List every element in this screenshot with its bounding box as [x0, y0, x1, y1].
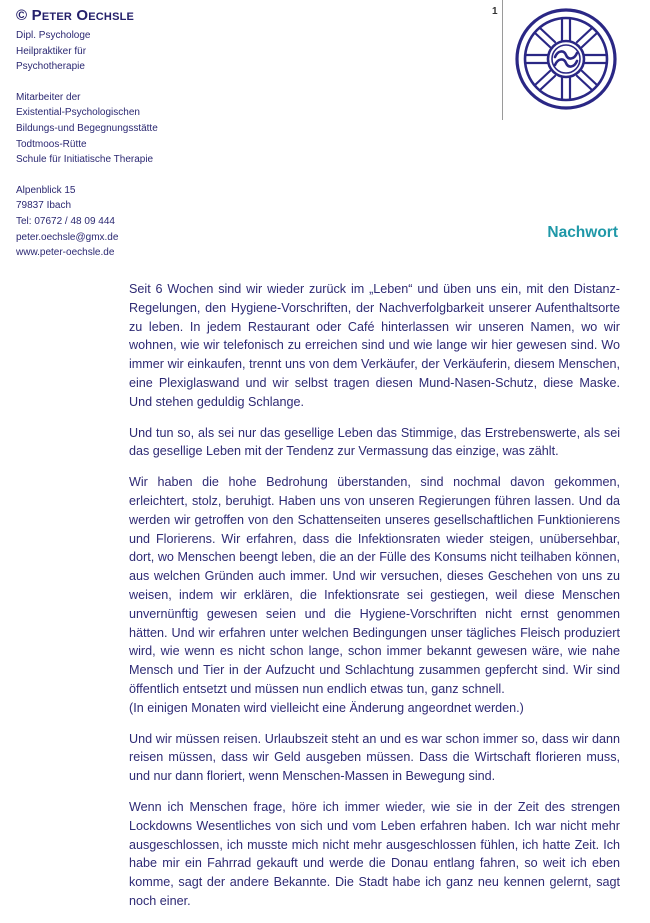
- phone-number: Tel: 07672 / 48 09 444: [16, 215, 115, 227]
- paragraph: Und tun so, als sei nur das gesellige Leben das Stimmige, das Erstrebenswerte, als sei das gesellige Leben mit der Tendenz zur Vermassung das einzige, was zählt.: [129, 425, 620, 459]
- address-city: 79837 Ibach: [16, 200, 72, 212]
- affiliation-line: Bildungs-und Begegnungsstätte: [16, 122, 158, 134]
- paragraph-text: Wir haben die hohe Bedrohung überstanden, sind nochmal davon gekommen, erleichtert, stolz, beruhigt. Haben uns von unseren Regierungen führen lassen. Und da werden wir getroffen von den Schattenseiten unseres gesellschaftlichen Funktionierens und Florierens. Wir erfahren, dass die Infektionsraten wieder steigen, unübersehbar, dort, wo Menschen beengt leben, die an der Fülle des Konsums nicht teilhaben können, aus welchen Gründen auch immer. Und wir versuchen, dieses Geschehen von uns zu weisen, indem wir erklären, die Infektionsrate sei gestiegen, weil diese Menschen unvernünftig gewesen seien und die Hygiene-Vorschriften nicht ernst genommen hätten. Und wir erfahren unter welchen Bedingungen unser tägliches Fleisch produziert wird, wie wenn es nicht schon lange, schon immer bekannt gewesen wäre, wie nahe Mensch und Tier in der Aufzucht und Schlachtung zusammen gepfercht sind. Wir sind öffentlich entsetzt und müssen nun endlich etwas tun, ganz schnell.: [129, 475, 620, 696]
- author-name: © PETER OECHSLE: [16, 7, 135, 24]
- paragraph: Und wir müssen reisen. Urlaubszeit steht an und es war schon immer so, dass wir dann reisen müssen, dass wir Geld ausgeben müssen. Dass die Wirtschaft florieren muss, und nur dann floriert, wenn Menschen-Massen in Bewegung sind.: [129, 731, 620, 784]
- website-link[interactable]: www.peter-oechsle.de: [16, 247, 115, 259]
- title-line: Heilpraktiker für: [16, 45, 87, 57]
- title-line: Dipl. Psychologe: [16, 30, 91, 41]
- affiliation-line: Todtmoos-Rütte: [16, 138, 87, 150]
- paragraph: Wenn ich Menschen frage, höre ich immer wieder, wie sie in der Zeit des strengen Lockdowns Wesentliches von sich und vom Leben erfahren haben. Ich war nicht mehr ausgeschlossen, ich musste mich nicht mehr ausgeschlossen fühlen, ich hatte Zeit. Ich habe mir ein Fahrrad gekauft und werde die Donau entlang fahren, so weit ich eben komme, sagt der andere Bekannte. Die Stadt habe ich ganz neu kennen gelernt, sagt noch einer.: [129, 799, 620, 908]
- paragraph: Seit 6 Wochen sind wir wieder zurück im „Leben“ und üben uns ein, mit den Distanz-Regelungen, den Hygiene-Vorschriften, der Nachverfolgbarkeit unserer Aufenthaltsorte zu leben. In jedem Restaurant oder Café hinterlassen wir unseren Namen, wo wir wohnen, wie wir telefonisch zu erreichen sind und wie lange wir hier gewesen sind. Wo immer wir einkaufen, trennt uns von dem Verkäufer, der Verkäuferin, diesem Menschen, eine Plexiglaswand und wir selbst tragen diesen Mund-Nasen-Schutz, diese Maske. Und stehen geduldig Schlange.: [129, 282, 620, 409]
- professional-titles: [16, 28, 158, 75]
- copyright-symbol: ©: [16, 7, 28, 24]
- affiliation-line: Schule für Initiatische Therapie: [16, 154, 154, 166]
- affiliation-line: Existential-Psychologischen: [16, 107, 140, 119]
- letterhead: [16, 7, 158, 276]
- page-number: 1: [492, 6, 498, 17]
- paragraph: [129, 473, 620, 717]
- email-link[interactable]: peter.oechsle@gmx.de: [16, 231, 119, 243]
- contact-info: [16, 183, 158, 261]
- address-street: Alpenblick 15: [16, 184, 76, 196]
- affiliation-line: Mitarbeiter der: [16, 91, 81, 103]
- affiliation: [16, 90, 158, 168]
- title-line: Psychotherapie: [16, 61, 85, 73]
- wheel-logo-icon: [512, 4, 620, 112]
- paragraph-aside: (In einigen Monaten wird vielleicht eine Änderung angeordnet werden.): [129, 700, 524, 715]
- vertical-divider: [502, 0, 503, 120]
- section-heading: Nachwort: [547, 224, 618, 241]
- document-body: [129, 280, 620, 923]
